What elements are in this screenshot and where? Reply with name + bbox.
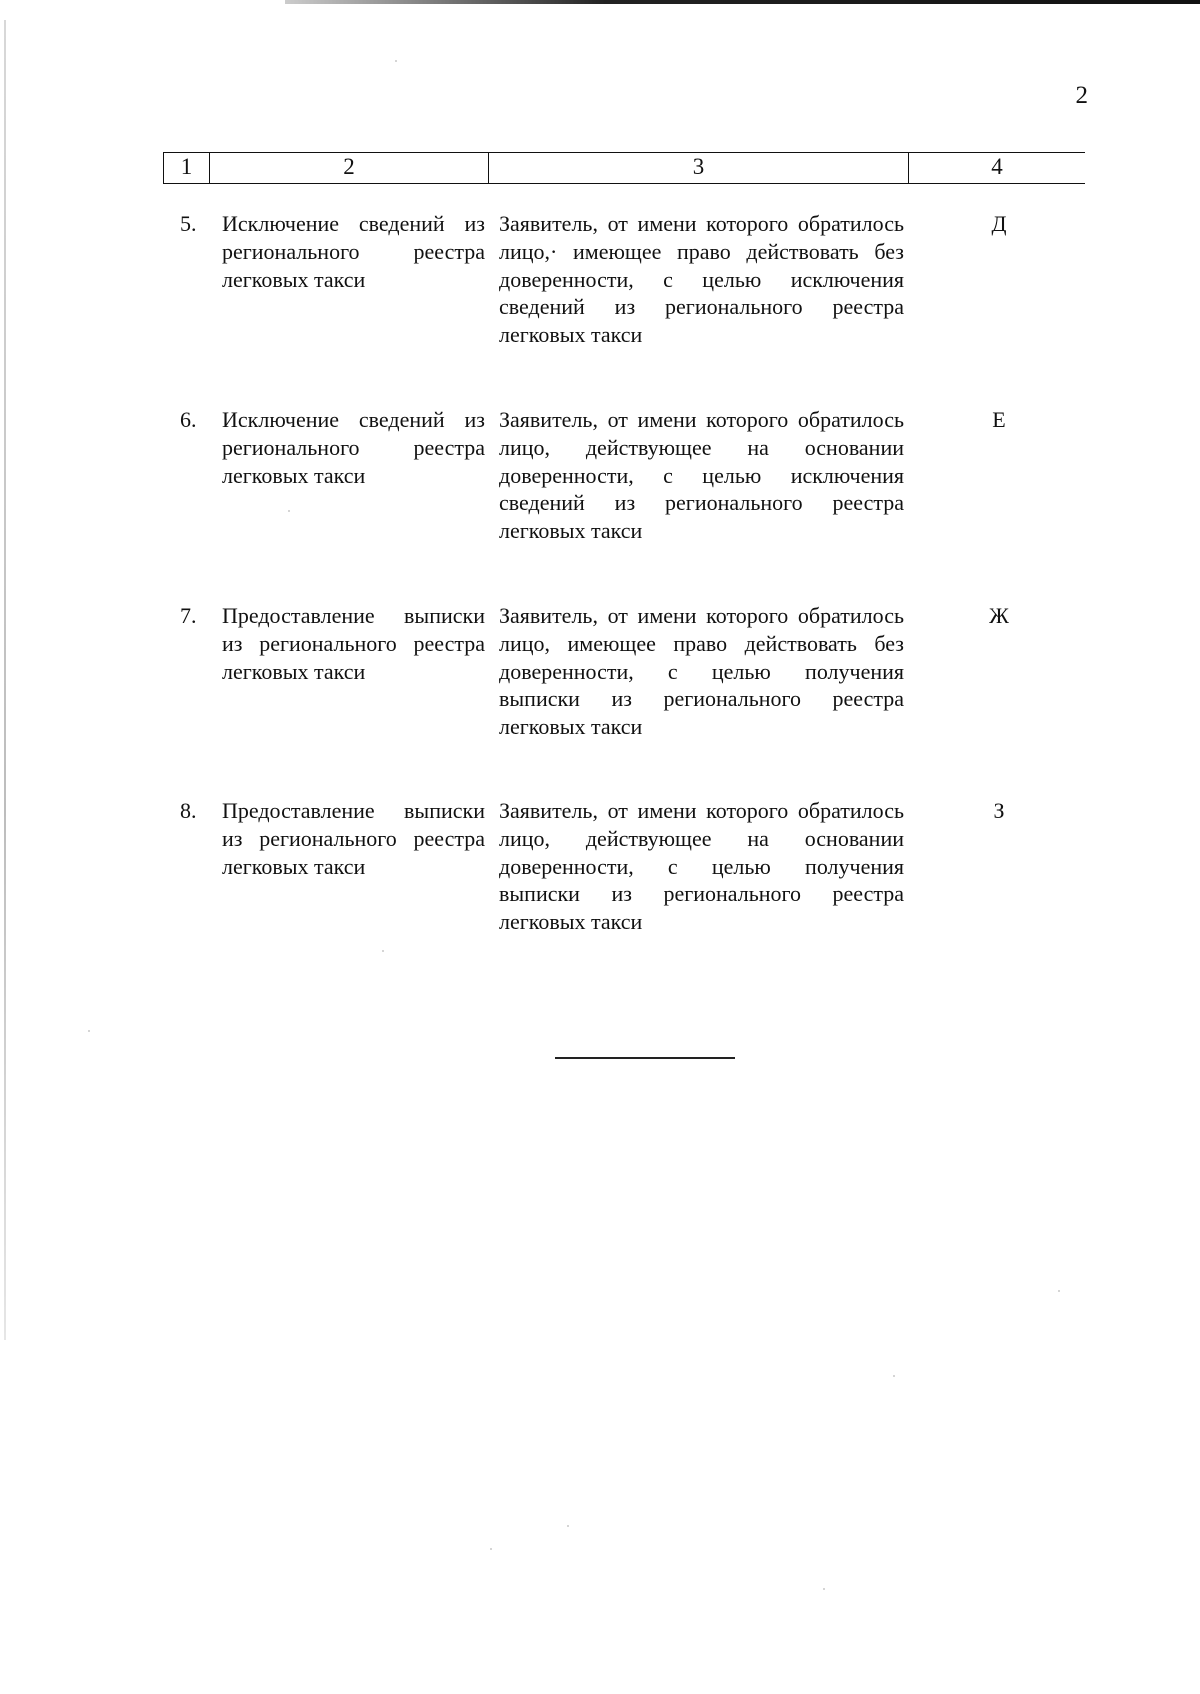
scan-speck [567,1525,569,1527]
table-header-col-4: 4 [991,154,1003,179]
row-code: Е [992,407,1006,432]
scan-speck [1058,1290,1060,1292]
service-name: Исключение сведений из регионального реестра легковых такси [222,211,485,292]
scan-speck [893,1375,895,1377]
page-number: 2 [1075,82,1088,109]
scan-speck [382,950,384,952]
end-separator-line [555,1057,735,1059]
row-number: 8. [180,798,197,823]
row-code: Ж [989,603,1009,628]
service-name: Предоставление выписки из регионального реестра легковых такси [222,603,485,684]
scan-speck [288,510,290,512]
applicant-description: Заявитель, от имени которого обратилось лицо, имеющее право действовать без доверенности, с целью получения выписки из регионального реестра легковых такси [499,603,904,740]
service-name: Предоставление выписки из регионального реестра легковых такси [222,798,485,879]
row-number: 6. [180,407,197,432]
table-header-row [163,152,1085,184]
applicant-description: Заявитель, от имени которого обратилось лицо, действующее на основании доверенности, с целью получения выписки из регионального реестра легковых такси [499,798,904,935]
scan-speck [88,1030,90,1032]
applicant-description: Заявитель, от имени которого обратилось лицо, действующее на основании доверенности, с целью исключения сведений из регионального реестра легковых такси [499,407,904,544]
scan-top-edge-line [285,0,1200,4]
row-number: 7. [180,603,197,628]
scan-speck [490,1548,492,1550]
scan-left-edge-line [4,20,6,1340]
scan-speck [395,60,397,62]
table-header-col-1: 1 [163,153,210,183]
table-header-col-2: 2 [210,153,489,183]
applicant-description: Заявитель, от имени которого обратилось лицо,· имеющее право действовать без доверенности, с целью исключения сведений из регионального реестра легковых такси [499,211,904,348]
table-header-col-3: 3 [489,153,909,183]
row-code: Д [991,211,1007,236]
row-number: 5. [180,211,197,236]
service-name: Исключение сведений из регионального реестра легковых такси [222,407,485,488]
scan-speck [823,1588,825,1590]
row-code: З [993,798,1005,823]
